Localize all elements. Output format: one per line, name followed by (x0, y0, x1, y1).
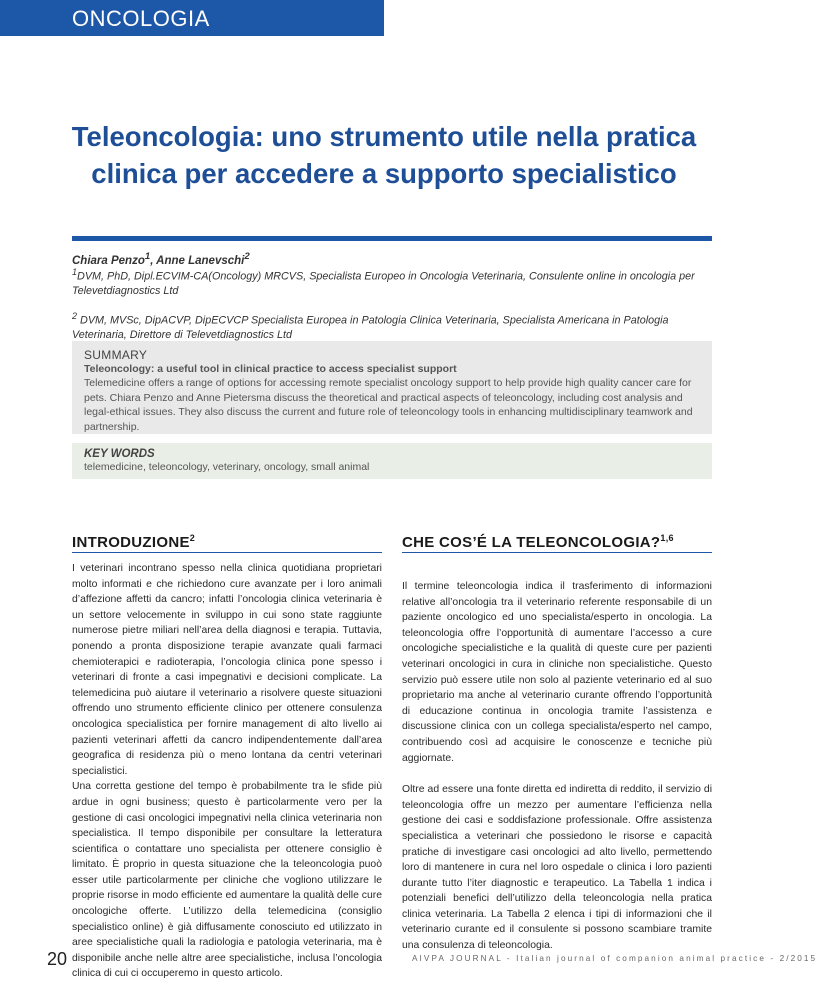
summary-box (72, 341, 712, 434)
keywords-text: telemedicine, teleoncology, veterinary, oncology, small animal (84, 461, 370, 473)
teleoncology-body (402, 579, 712, 954)
teleoncology-heading (402, 533, 674, 551)
author-1-name: Chiara Penzo (72, 254, 145, 267)
author-2-name: Anne Lanevschi (156, 254, 245, 267)
affiliation-2-text: DVM, MVSc, DipACVP, DipECVCP Specialista Europea in Patologia Clinica Veterinaria, Specialista Americana in Patologia Veterinaria, Direttore di Televetdiagnostics Ltd (72, 314, 669, 342)
title-divider (72, 236, 712, 241)
teleoncology-heading-sup: 1,6 (660, 533, 674, 543)
intro-heading-sup: 2 (189, 533, 196, 543)
summary-heading: SUMMARY (84, 348, 148, 362)
section-tab (0, 0, 384, 36)
teleoncology-heading-rule (402, 552, 712, 553)
summary-text: Telemedicine offers a range of options for accessing remote specialist oncology support to help provide high quality cancer care for pets. Chiara Penzo and Anne Pietersma discuss the theoretical and practical aspects of teleoncology, including cost analysis and legal-ethical issues. They also discuss the current and future role of teleoncology tools in enhancing multidisciplinary teamwork and partnership. (84, 377, 693, 433)
author-1-sup: 1 (144, 251, 151, 262)
affiliation-2-sup: 2 (72, 311, 78, 321)
affiliation-1-sup: 1 (72, 267, 78, 277)
teleoncology-paragraph: Oltre ad essere una fonte diretta ed indiretta di reddito, il servizio di teleoncologia offre un mezzo per aumentare l’efficienza nella gestione dei casi e soddisfazione professionale. Offre assistenza specialistica a veterinari che possiedono le risorse e capacità pratiche di investigare casi oncologici ad alto livello, permettendo loro di mantenere in cura nel loro ospedale o clinica i loro pazienti durante tutto l’iter diagnostic e terapeutico. La Tabella 1 indica i potenziali benefici dell’utilizzo della teleoncologia nella pratica clinica veterinaria. La Tabella 2 elenca i tipi di informazioni che il veterinario curante ed il consulente si possono scambiare tramite una consulenza di teleoncologia. (402, 784, 712, 952)
author-2-sup: 2 (244, 251, 250, 262)
page-number: 20 (47, 949, 68, 969)
keywords-heading: KEY WORDS (84, 448, 155, 460)
intro-heading (72, 533, 195, 551)
teleoncology-heading-text: CHE COS’É LA TELEONCOLOGIA? (402, 534, 661, 551)
teleoncology-paragraph: Il termine teleoncologia indica il trasferimento di informazioni relative all’oncologia tra il veterinario referente responsabile di un paziente oncologico ed uno specialista/esperto in oncologia. La teleoncologia offre l’opportunità di aumentare l’accesso a cure oncologiche specialistiche e la qualità di queste cure per pazienti veterinari oncologici in cura in cliniche non specialistiche. Questo servizio può essere utile non solo al paziente veterinario ed al suo proprietario ma anche al veterinario curante offrendo l’opportunità di educazione continua in oncologia tramite l’assistenza e discussione clinica con un collega specialista/esperto nel campo, contribuendo così ad acquisire le conoscenze e tecniche più aggiornate. (402, 581, 712, 764)
keywords-box (72, 443, 712, 479)
intro-heading-text: INTRODUZIONE (72, 534, 190, 551)
intro-paragraph: I veterinari incontrano spesso nella clinica quotidiana proprietari molto informati e che richiedono cure avanzate per i loro animali d’affezione affetti da cancro; infatti l’oncologia clinica veterinaria è un settore velocemente in sviluppo in cui sono state raggiunte numerose pietre miliari nell’area della diagnosi e terapia. Tuttavia, ponendo a pronta disposizione terapie avanzate quali farmaci chemioterapici e radioterapia, l’oncologia clinica pone spesso i veterinari di fronte a casi impegnativi e decisioni complicate. La telemedicina può aiutare il veterinario a risolvere queste situazioni offrendo uno strumento efficiente clinico per ottenere consulenza oncologica specialistica per fornire management di alto livello ai pazienti veterinari affetti da cancro indipendentemente dall’area geografica di residenza più o meno lontana da centri veterinari specialistici. (72, 563, 382, 777)
journal-footer: AIVPA JOURNAL - Italian journal of companion animal practice - 2/2015 (412, 954, 817, 963)
section-label: ONCOLOGIA (72, 6, 210, 31)
author-separator: , (150, 254, 157, 267)
intro-paragraph: Una corretta gestione del tempo è probabilmente tra le sfide più ardue in ogni business; questo è particolarmente vero per la gestione di casi oncologici impegnativi nella clinica veterinaria non specialistica. Il tempo disponibile per consultare la letteratura scientifica o contattare uno specialista per ottenere consiglio è limitato. È proprio in questa situazione che la teleoncologia puoò esser utile particolarmente per cliniche che vogliono utilizzare le proprie risorse in modo efficiente ed aumentare la qualità delle cure oncologiche offerte. L’utilizzo della telemedicina (consiglio specialistico online) è già diffusamente conosciuto ed utilizzato in aree specialistiche quali la radiologia e patologia veterinaria, ma è disponibile anche nelle altre aree specialistiche, inclusa l’oncologia clinica di cui ci occuperemo in questo articolo. (72, 781, 382, 980)
intro-heading-rule (72, 552, 382, 553)
affiliation-1-text: DVM, PhD, Dipl.ECVIM-CA(Oncology) MRCVS, Specialista Europeo in Oncologia Veterinaria, Consulente online in oncologia per Televetdiagnostics Ltd (72, 270, 695, 298)
intro-body (72, 561, 382, 982)
affiliation-2 (72, 309, 712, 343)
summary-subtitle: Teleoncology: a useful tool in clinical practice to access specialist support (84, 363, 457, 375)
affiliation-1 (72, 265, 712, 299)
article-title: Teleoncologia: uno strumento utile nella pratica clinica per accedere a supporto specialistico (71, 121, 697, 189)
